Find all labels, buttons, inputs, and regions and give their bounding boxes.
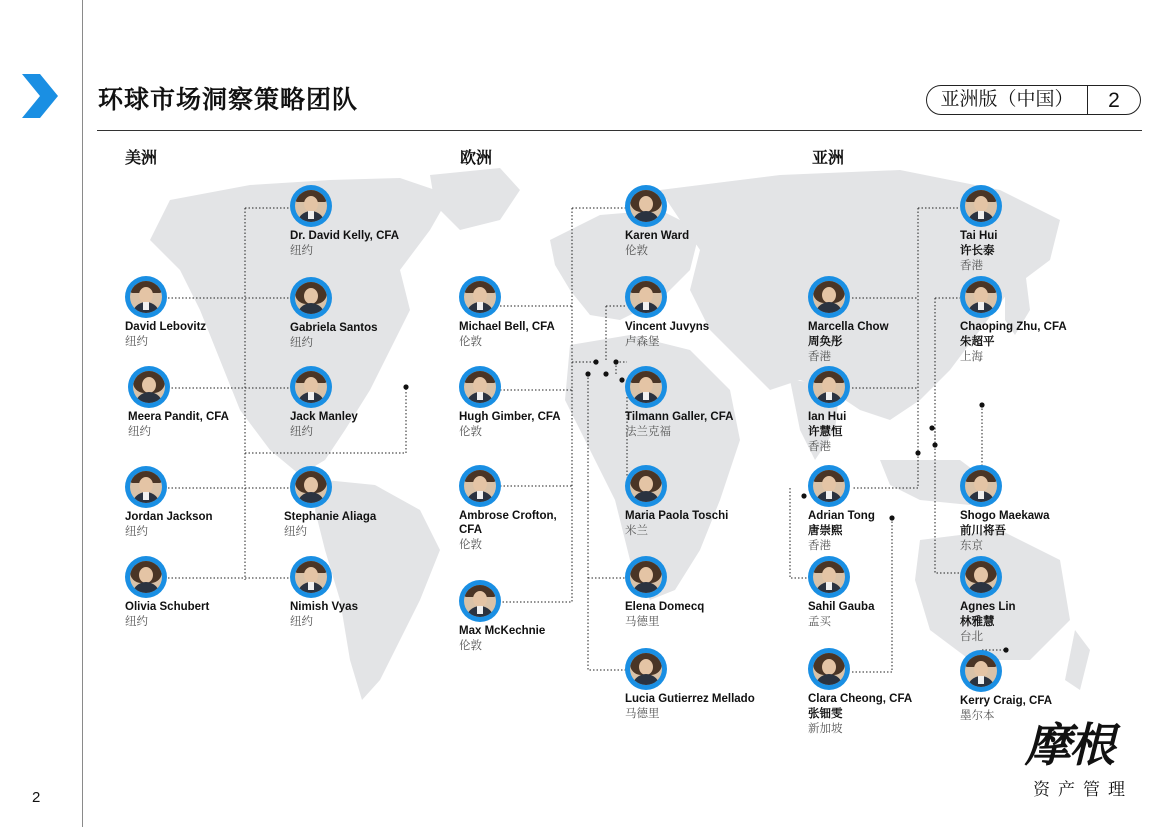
member-name: Kerry Craig, CFA xyxy=(960,695,1053,707)
member-city: 台北 xyxy=(960,629,983,643)
member-city: 新加坡 xyxy=(808,721,843,735)
member-name: David Lebovitz xyxy=(125,321,207,333)
avatar xyxy=(625,276,667,318)
member-chinese-name: 朱超平 xyxy=(960,334,995,348)
region-label-europe: 欧洲 xyxy=(460,148,493,167)
avatar xyxy=(290,466,332,508)
avatar xyxy=(128,366,170,408)
member-name: Hugh Gimber, CFA xyxy=(459,411,561,423)
avatar xyxy=(808,465,850,507)
member-city: 伦敦 xyxy=(459,638,482,652)
region-label-asia: 亚洲 xyxy=(812,148,845,167)
avatar xyxy=(459,580,501,622)
member-name: Tai Hui xyxy=(960,230,998,242)
member-city: 香港 xyxy=(808,439,831,453)
avatar xyxy=(459,465,501,507)
avatar xyxy=(808,366,850,408)
member-city: 伦敦 xyxy=(459,537,482,551)
member-name: Dr. David Kelly, CFA xyxy=(290,230,400,242)
member-city: 孟买 xyxy=(808,614,831,628)
avatar xyxy=(808,276,850,318)
member-city: 马德里 xyxy=(625,706,660,720)
member-name: Meera Pandit, CFA xyxy=(128,411,229,423)
avatar xyxy=(290,277,332,319)
member-city: 法兰克福 xyxy=(625,424,671,438)
member-name: Sahil Gauba xyxy=(808,601,875,613)
member-city: 香港 xyxy=(808,538,831,552)
member-city: 伦敦 xyxy=(459,334,482,348)
member-city: 伦敦 xyxy=(625,243,648,257)
member-name: Max McKechnie xyxy=(459,625,546,637)
member-city: 纽约 xyxy=(284,524,307,538)
avatar xyxy=(625,648,667,690)
page-number: 2 xyxy=(32,789,41,806)
member-name-line2: CFA xyxy=(459,524,482,536)
member-city: 纽约 xyxy=(125,524,148,538)
avatar xyxy=(459,276,501,318)
member-city: 卢森堡 xyxy=(625,334,660,348)
member-chinese-name: 前川将吾 xyxy=(960,523,1006,537)
avatar xyxy=(290,556,332,598)
member-name: Nimish Vyas xyxy=(290,601,358,613)
avatar xyxy=(459,366,501,408)
page-title: 环球市场洞察策略团队 xyxy=(98,85,359,114)
member-city: 香港 xyxy=(808,349,831,363)
member-name: Elena Domecq xyxy=(625,601,705,613)
member-city: 上海 xyxy=(960,349,983,363)
avatar xyxy=(625,366,667,408)
member-chinese-name: 周奂彤 xyxy=(808,334,843,348)
member-city: 纽约 xyxy=(125,614,148,628)
avatar xyxy=(125,466,167,508)
avatar xyxy=(960,556,1002,598)
avatar xyxy=(808,556,850,598)
member-name: Chaoping Zhu, CFA xyxy=(960,321,1067,333)
avatar xyxy=(960,650,1002,692)
member-name: Gabriela Santos xyxy=(290,322,378,334)
member-city: 纽约 xyxy=(128,424,151,438)
avatar xyxy=(290,185,332,227)
member-name: Ambrose Crofton, xyxy=(459,510,557,522)
member-city: 纽约 xyxy=(290,424,313,438)
member-name: Karen Ward xyxy=(625,230,690,242)
member-city: 马德里 xyxy=(625,614,660,628)
member-city: 纽约 xyxy=(290,243,313,257)
member-name: Michael Bell, CFA xyxy=(459,321,555,333)
member-name: Marcella Chow xyxy=(808,321,889,333)
member-name: Stephanie Aliaga xyxy=(284,511,377,523)
member-name: Vincent Juvyns xyxy=(625,321,710,333)
member-name: Jack Manley xyxy=(290,411,358,423)
logo-sub-text: 资产管理 xyxy=(1033,780,1133,800)
member-name: Maria Paola Toschi xyxy=(625,510,729,522)
company-logo xyxy=(1025,715,1145,800)
avatar xyxy=(290,366,332,408)
member-city: 纽约 xyxy=(290,614,313,628)
member-chinese-name: 许长泰 xyxy=(960,243,995,257)
logo-main-text: 摩根 xyxy=(1025,718,1113,772)
avatar xyxy=(960,185,1002,227)
member-city: 香港 xyxy=(960,258,983,272)
member-chinese-name: 许慧恒 xyxy=(808,424,843,438)
member-city: 米兰 xyxy=(625,523,648,537)
member-city: 墨尔本 xyxy=(960,708,995,722)
avatar xyxy=(125,556,167,598)
avatar xyxy=(808,648,850,690)
region-label-americas: 美洲 xyxy=(125,148,158,167)
member-name: Ian Hui xyxy=(808,411,847,423)
member-chinese-name: 林雅慧 xyxy=(960,614,995,628)
member-name: Clara Cheong, CFA xyxy=(808,693,913,705)
member-name: Shogo Maekawa xyxy=(960,510,1050,522)
avatar xyxy=(625,556,667,598)
avatar xyxy=(960,276,1002,318)
edition-label: 亚洲版（中国） xyxy=(927,86,1088,114)
member-name: Jordan Jackson xyxy=(125,511,213,523)
member-chinese-name: 唐崇熙 xyxy=(808,523,843,537)
member-city: 伦敦 xyxy=(459,424,482,438)
member-city: 东京 xyxy=(960,538,983,552)
badge-page-number: 2 xyxy=(1108,88,1120,112)
member-city: 纽约 xyxy=(290,335,313,349)
member-name: Olivia Schubert xyxy=(125,601,210,613)
avatar xyxy=(625,465,667,507)
avatar xyxy=(625,185,667,227)
avatar xyxy=(125,276,167,318)
member-city: 纽约 xyxy=(125,334,148,348)
member-name: Lucia Gutierrez Mellado xyxy=(625,693,755,705)
member-name: Tilmann Galler, CFA xyxy=(625,411,734,423)
member-chinese-name: 张钿雯 xyxy=(808,706,843,720)
member-name: Agnes Lin xyxy=(960,601,1016,613)
avatar xyxy=(960,465,1002,507)
member-name: Adrian Tong xyxy=(808,510,875,522)
